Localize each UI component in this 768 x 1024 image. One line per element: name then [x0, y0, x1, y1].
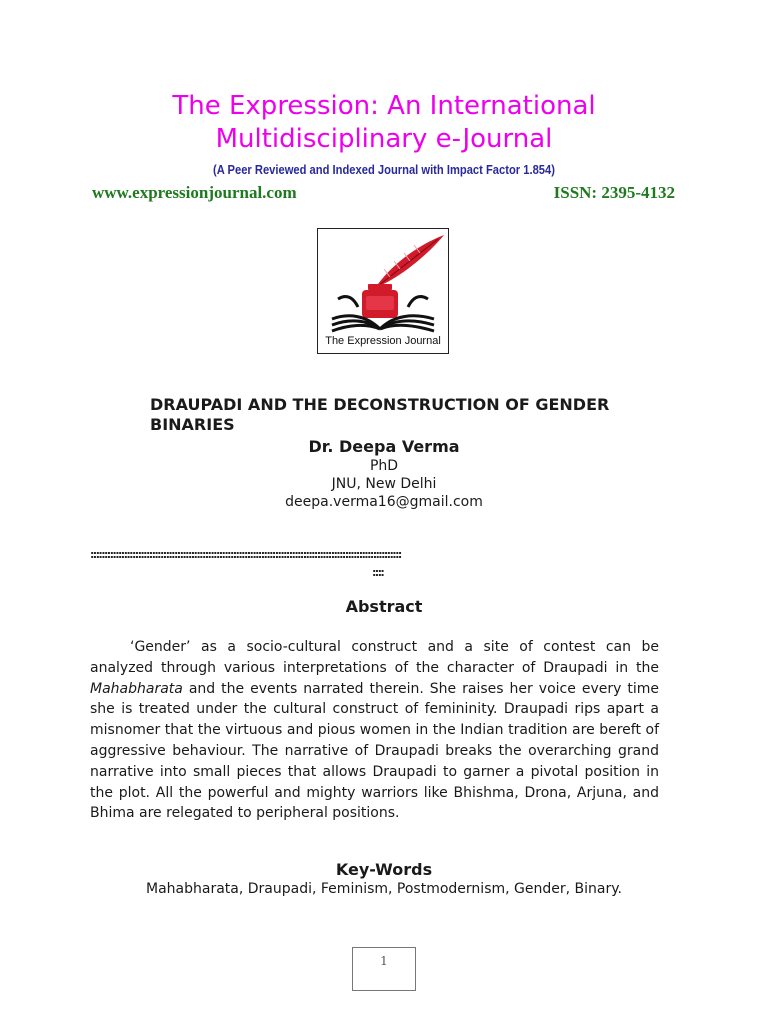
author-degree: PhD [369, 458, 399, 474]
colon-divider-tail: :::: [372, 566, 384, 579]
keywords-heading: Key-Words [335, 860, 433, 879]
article-title: DRAUPADI AND THE DECONSTRUCTION OF GENDER BINARIES [150, 395, 610, 434]
journal-title-line1: The Expression: An International [172, 91, 596, 121]
page-number: 1 [352, 947, 416, 991]
journal-logo [317, 228, 449, 354]
issn-label: ISSN: 2395-4132 [553, 183, 675, 202]
keywords-list: Mahabharata, Draupadi, Feminism, Postmodernism, Gender, Binary. [146, 881, 622, 897]
abstract-italic-term: Mahabharata [90, 680, 183, 697]
abstract-heading: Abstract [345, 597, 423, 616]
journal-title-line2: Multidisciplinary e-Journal [215, 124, 553, 154]
abstract-body [90, 637, 659, 824]
abstract-text-part2: and the events narrated therein. She raises her voice every time she is treated under the cultural construct of femininity. Draupadi rips apart a misnomer that the virtuous and pious women in the Indian tradition are bereft of aggressive behaviour. The narrative of Draupadi breaks the overarching grand narrative into small pieces that allows Draupadi to garner a pivotal position in the plot. All the powerful and mighty warriors like Bhishma, Drona, Arjuna, and Bhima are relegated to peripheral positions. [90, 680, 659, 822]
logo-caption: The Expression Journal [325, 335, 441, 347]
colon-divider: ::::::::::::::::::::::::::::::::::::::::::::::::::::::::::::::::::::::::::::::::::::::::::::::::::::::::::::::: [90, 548, 401, 561]
abstract-text-part1: ‘Gender’ as a socio-cultural construct and a site of contest can be analyzed through various interpretations of the character of Draupadi in the [90, 639, 659, 676]
website-link[interactable]: www.expressionjournal.com [92, 183, 297, 202]
author-affiliation: JNU, New Delhi [331, 476, 437, 492]
author-name: Dr. Deepa Verma [308, 437, 460, 456]
journal-title [0, 90, 768, 156]
author-email[interactable]: deepa.verma16@gmail.com [285, 494, 483, 510]
peer-review-note: (A Peer Reviewed and Indexed Journal with Impact Factor 1.854) [213, 162, 555, 177]
